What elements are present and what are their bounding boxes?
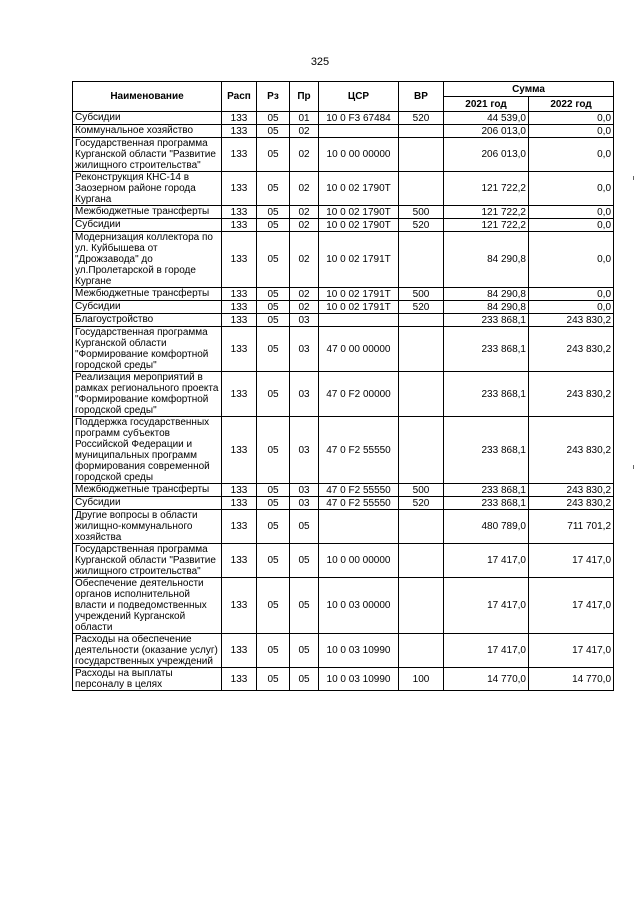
cell-csr [319, 314, 399, 327]
cell-2021: 14 770,0 [444, 668, 529, 691]
table-body [73, 112, 614, 691]
cell-2021: 206 013,0 [444, 138, 529, 172]
table-row [73, 112, 614, 125]
cell-name: Государственная программа Курганской области "Формирование комфортной городской среды" [73, 327, 222, 372]
budget-table [72, 81, 614, 691]
cell-vr [399, 510, 444, 544]
table-row [73, 206, 614, 219]
cell-vr [399, 544, 444, 578]
table-row [73, 544, 614, 578]
cell-2022: 0,0 [529, 232, 614, 288]
cell-vr: 500 [399, 484, 444, 497]
cell-pr: 01 [290, 112, 319, 125]
cell-rasp: 133 [222, 484, 257, 497]
cell-rasp: 133 [222, 288, 257, 301]
cell-rz: 05 [257, 484, 290, 497]
cell-2021: 233 868,1 [444, 417, 529, 484]
cell-2022: 243 830,2 [529, 497, 614, 510]
cell-vr: 520 [399, 497, 444, 510]
cell-csr: 10 0 02 1790Т [319, 219, 399, 232]
table-row [73, 232, 614, 288]
cell-rz: 05 [257, 301, 290, 314]
cell-rz: 05 [257, 288, 290, 301]
cell-2021: 17 417,0 [444, 578, 529, 634]
table-row [73, 417, 614, 484]
cell-rasp: 133 [222, 510, 257, 544]
cell-pr: 05 [290, 578, 319, 634]
cell-2021: 480 789,0 [444, 510, 529, 544]
cell-pr: 02 [290, 232, 319, 288]
cell-vr [399, 125, 444, 138]
cell-pr: 03 [290, 314, 319, 327]
cell-rasp: 133 [222, 497, 257, 510]
cell-2022: 0,0 [529, 288, 614, 301]
cell-2021: 17 417,0 [444, 634, 529, 668]
cell-vr [399, 417, 444, 484]
cell-rz: 05 [257, 314, 290, 327]
cell-name: Модернизация коллектора по ул. Куйбышева от "Дрожзавода" до ул.Пролетарской в городе Кургане [73, 232, 222, 288]
cell-vr [399, 372, 444, 417]
cell-csr: 10 0 F3 67484 [319, 112, 399, 125]
cell-rz: 05 [257, 634, 290, 668]
cell-name: Благоустройство [73, 314, 222, 327]
cell-pr: 05 [290, 510, 319, 544]
col-header-rasp: Расп [222, 82, 257, 112]
cell-rz: 05 [257, 138, 290, 172]
cell-vr: 100 [399, 668, 444, 691]
cell-csr [319, 125, 399, 138]
cell-name: Реализация мероприятий в рамках регионального проекта "Формирование комфортной городской среды" [73, 372, 222, 417]
col-header-name: Наименование [73, 82, 222, 112]
cell-2022: 711 701,2 [529, 510, 614, 544]
cell-name: Государственная программа Курганской области "Развитие жилищного строительства" [73, 138, 222, 172]
col-header-2021: 2021 год [444, 97, 529, 112]
cell-2021: 84 290,8 [444, 301, 529, 314]
cell-vr [399, 634, 444, 668]
cell-rasp: 133 [222, 232, 257, 288]
cell-name: Поддержка государственных программ субъектов Российской Федерации и муниципальных программ формирования современной городской среды [73, 417, 222, 484]
cell-rasp: 133 [222, 327, 257, 372]
cell-rz: 05 [257, 219, 290, 232]
col-header-2022: 2022 год [529, 97, 614, 112]
cell-rz: 05 [257, 497, 290, 510]
cell-rasp: 133 [222, 172, 257, 206]
scan-edge-mark [633, 465, 634, 469]
cell-csr: 10 0 02 1791Т [319, 301, 399, 314]
cell-rasp: 133 [222, 417, 257, 484]
table-row [73, 125, 614, 138]
cell-pr: 02 [290, 288, 319, 301]
cell-2022: 243 830,2 [529, 372, 614, 417]
cell-2021: 44 539,0 [444, 112, 529, 125]
table-header [73, 82, 614, 112]
table-row [73, 219, 614, 232]
cell-rasp: 133 [222, 544, 257, 578]
cell-2022: 17 417,0 [529, 578, 614, 634]
cell-rz: 05 [257, 544, 290, 578]
cell-name: Субсидии [73, 497, 222, 510]
col-header-pr: Пр [290, 82, 319, 112]
table-row [73, 314, 614, 327]
cell-vr [399, 314, 444, 327]
cell-csr: 47 0 00 00000 [319, 327, 399, 372]
cell-name: Расходы на обеспечение деятельности (оказание услуг) государственных учреждений [73, 634, 222, 668]
cell-csr: 10 0 03 10990 [319, 668, 399, 691]
cell-2022: 0,0 [529, 219, 614, 232]
cell-2022: 17 417,0 [529, 544, 614, 578]
cell-2022: 0,0 [529, 301, 614, 314]
cell-pr: 02 [290, 301, 319, 314]
cell-2022: 0,0 [529, 138, 614, 172]
col-header-rz: Рз [257, 82, 290, 112]
cell-rz: 05 [257, 112, 290, 125]
cell-vr: 520 [399, 112, 444, 125]
cell-name: Государственная программа Курганской области "Развитие жилищного строительства" [73, 544, 222, 578]
cell-vr: 520 [399, 301, 444, 314]
cell-csr: 10 0 02 1790Т [319, 206, 399, 219]
table-row [73, 138, 614, 172]
cell-2021: 233 868,1 [444, 497, 529, 510]
cell-2022: 17 417,0 [529, 634, 614, 668]
cell-2021: 206 013,0 [444, 125, 529, 138]
cell-rasp: 133 [222, 301, 257, 314]
table-row [73, 301, 614, 314]
cell-pr: 05 [290, 634, 319, 668]
cell-name: Обеспечение деятельности органов исполнительной власти и подведомственных учреждений Курганской области [73, 578, 222, 634]
cell-2021: 121 722,2 [444, 172, 529, 206]
cell-vr: 520 [399, 219, 444, 232]
col-header-csr: ЦСР [319, 82, 399, 112]
cell-csr: 47 0 F2 00000 [319, 372, 399, 417]
cell-rasp: 133 [222, 138, 257, 172]
cell-rasp: 133 [222, 112, 257, 125]
table-row [73, 497, 614, 510]
cell-pr: 02 [290, 125, 319, 138]
table-row [73, 327, 614, 372]
cell-name: Реконструкция КНС-14 в Заозерном районе города Кургана [73, 172, 222, 206]
cell-pr: 03 [290, 417, 319, 484]
cell-csr: 10 0 02 1790Т [319, 172, 399, 206]
cell-2022: 243 830,2 [529, 314, 614, 327]
page-number: 325 [310, 56, 330, 68]
cell-2021: 233 868,1 [444, 314, 529, 327]
cell-rz: 05 [257, 578, 290, 634]
cell-vr [399, 232, 444, 288]
table-row [73, 172, 614, 206]
cell-pr: 02 [290, 138, 319, 172]
cell-2021: 84 290,8 [444, 232, 529, 288]
cell-name: Субсидии [73, 219, 222, 232]
cell-pr: 02 [290, 219, 319, 232]
cell-2022: 0,0 [529, 172, 614, 206]
cell-pr: 05 [290, 544, 319, 578]
cell-name: Расходы на выплаты персоналу в целях [73, 668, 222, 691]
cell-rz: 05 [257, 172, 290, 206]
cell-name: Межбюджетные трансферты [73, 288, 222, 301]
cell-vr: 500 [399, 288, 444, 301]
cell-2022: 0,0 [529, 112, 614, 125]
cell-name: Межбюджетные трансферты [73, 206, 222, 219]
cell-rasp: 133 [222, 668, 257, 691]
cell-csr: 10 0 03 00000 [319, 578, 399, 634]
cell-rz: 05 [257, 327, 290, 372]
scan-edge-mark [633, 176, 634, 180]
cell-rz: 05 [257, 417, 290, 484]
cell-name: Межбюджетные трансферты [73, 484, 222, 497]
table-row [73, 288, 614, 301]
table-row [73, 668, 614, 691]
cell-csr [319, 510, 399, 544]
cell-2022: 243 830,2 [529, 327, 614, 372]
cell-2021: 121 722,2 [444, 206, 529, 219]
cell-rz: 05 [257, 668, 290, 691]
cell-2021: 84 290,8 [444, 288, 529, 301]
cell-pr: 03 [290, 372, 319, 417]
cell-vr [399, 138, 444, 172]
cell-rz: 05 [257, 232, 290, 288]
cell-rasp: 133 [222, 372, 257, 417]
table-row [73, 372, 614, 417]
cell-2021: 233 868,1 [444, 327, 529, 372]
cell-rasp: 133 [222, 206, 257, 219]
table-row [73, 578, 614, 634]
cell-csr: 10 0 03 10990 [319, 634, 399, 668]
cell-name: Коммунальное хозяйство [73, 125, 222, 138]
cell-csr: 10 0 00 00000 [319, 138, 399, 172]
cell-2022: 243 830,2 [529, 484, 614, 497]
cell-rasp: 133 [222, 125, 257, 138]
cell-vr: 500 [399, 206, 444, 219]
table-row [73, 484, 614, 497]
cell-csr: 10 0 00 00000 [319, 544, 399, 578]
cell-rz: 05 [257, 206, 290, 219]
cell-rasp: 133 [222, 219, 257, 232]
cell-vr [399, 172, 444, 206]
cell-2022: 0,0 [529, 125, 614, 138]
cell-rasp: 133 [222, 634, 257, 668]
cell-rz: 05 [257, 372, 290, 417]
cell-2021: 121 722,2 [444, 219, 529, 232]
cell-2021: 233 868,1 [444, 372, 529, 417]
cell-rasp: 133 [222, 314, 257, 327]
cell-name: Субсидии [73, 112, 222, 125]
table-row [73, 634, 614, 668]
cell-2022: 0,0 [529, 206, 614, 219]
cell-rasp: 133 [222, 578, 257, 634]
cell-pr: 03 [290, 327, 319, 372]
cell-csr: 47 0 F2 55550 [319, 497, 399, 510]
cell-csr: 47 0 F2 55550 [319, 417, 399, 484]
table-row [73, 510, 614, 544]
cell-name: Другие вопросы в области жилищно-коммунального хозяйства [73, 510, 222, 544]
cell-pr: 02 [290, 206, 319, 219]
cell-pr: 05 [290, 668, 319, 691]
cell-vr [399, 578, 444, 634]
col-header-sum: Сумма [444, 82, 614, 97]
cell-name: Субсидии [73, 301, 222, 314]
cell-rz: 05 [257, 125, 290, 138]
cell-2021: 233 868,1 [444, 484, 529, 497]
col-header-vr: ВР [399, 82, 444, 112]
cell-csr: 10 0 02 1791Т [319, 232, 399, 288]
cell-pr: 02 [290, 172, 319, 206]
cell-csr: 47 0 F2 55550 [319, 484, 399, 497]
cell-pr: 03 [290, 497, 319, 510]
cell-pr: 03 [290, 484, 319, 497]
cell-2022: 14 770,0 [529, 668, 614, 691]
cell-csr: 10 0 02 1791Т [319, 288, 399, 301]
cell-vr [399, 327, 444, 372]
cell-2021: 17 417,0 [444, 544, 529, 578]
cell-2022: 243 830,2 [529, 417, 614, 484]
cell-rz: 05 [257, 510, 290, 544]
